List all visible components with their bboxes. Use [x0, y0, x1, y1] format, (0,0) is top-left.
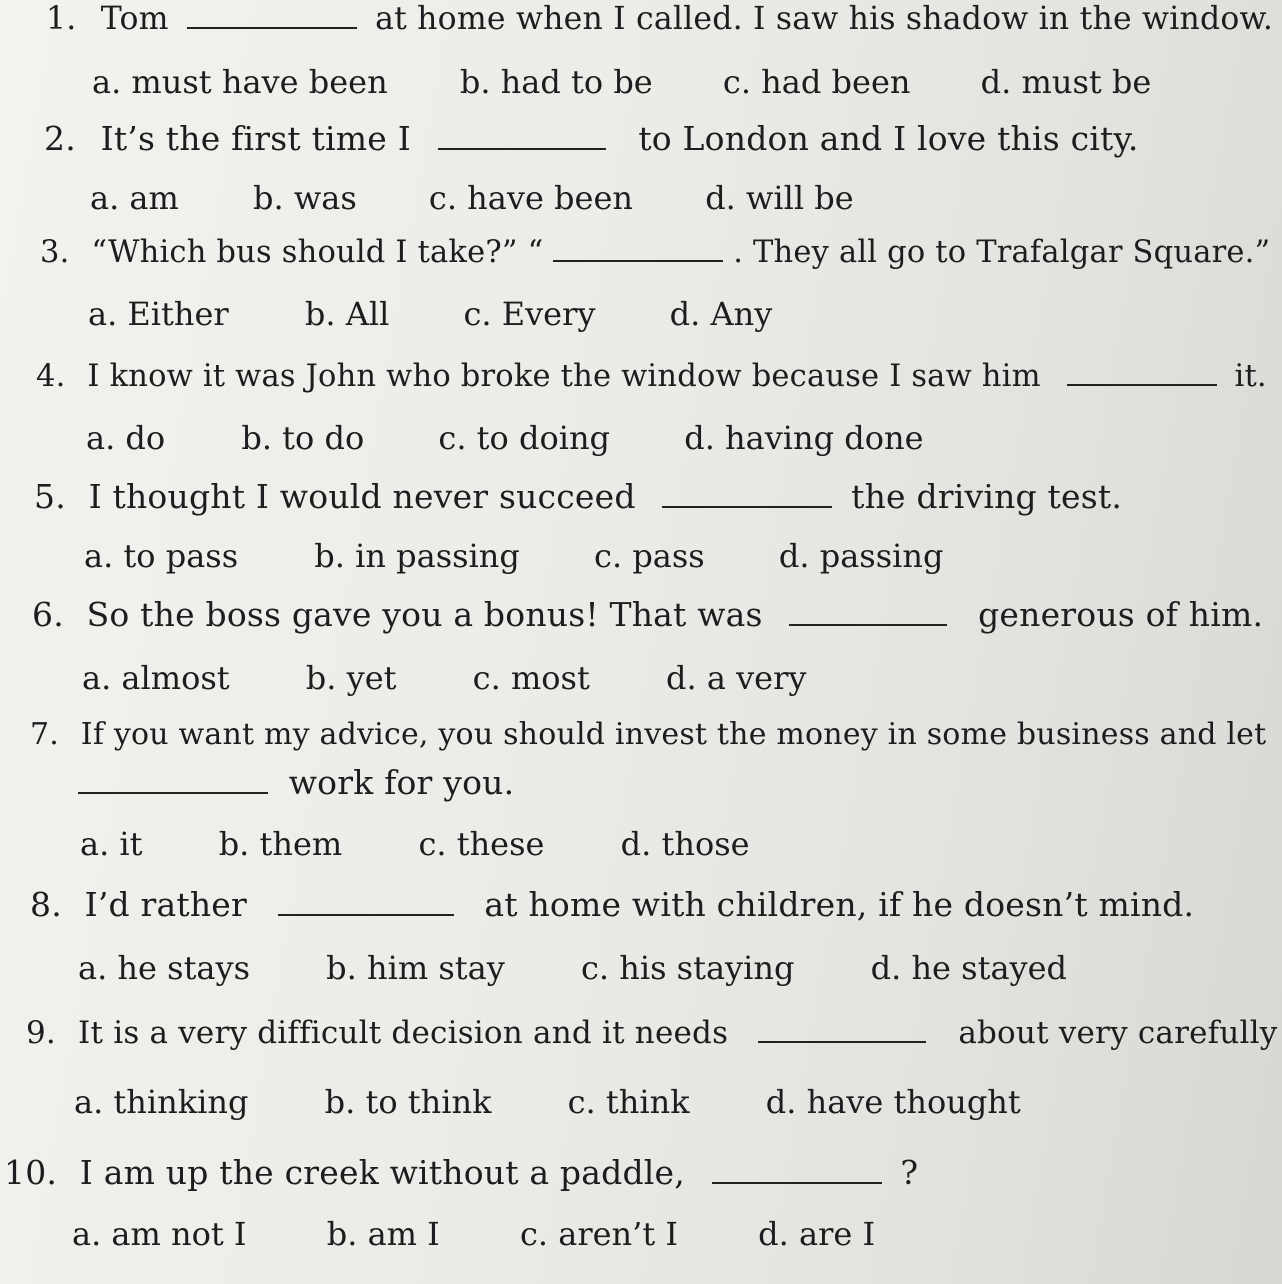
question-3 — [40, 235, 1271, 270]
options-6 — [82, 659, 807, 697]
option-c: c. think — [567, 1083, 690, 1121]
option-c: c. Every — [463, 295, 596, 333]
option-d: d. he stayed — [870, 949, 1068, 987]
question-text-after: the driving test. — [851, 477, 1123, 516]
option-d: d. having done — [684, 419, 924, 457]
question-text-after: work for you. — [288, 763, 515, 802]
option-a: a. am not I — [72, 1215, 247, 1253]
option-a: a. almost — [82, 659, 230, 697]
question-10 — [4, 1153, 919, 1192]
answer-blank — [712, 1160, 882, 1184]
question-number: 2. — [44, 119, 76, 158]
option-b: b. All — [304, 295, 390, 333]
question-text-after: . They all go to Trafalgar Square.” — [733, 235, 1271, 270]
options-5 — [84, 537, 944, 575]
option-b: b. yet — [305, 659, 397, 697]
answer-blank — [662, 484, 832, 508]
options-3 — [88, 295, 773, 333]
option-b: b. am I — [326, 1215, 440, 1253]
answer-blank — [187, 5, 357, 29]
question-text-after: at home when I called. I saw his shadow in the window. — [375, 1, 1274, 37]
option-b: b. to do — [241, 419, 365, 457]
question-4 — [36, 359, 1267, 394]
option-c: c. his staying — [580, 949, 795, 987]
question-text-after: ? — [900, 1153, 919, 1192]
option-c: c. pass — [594, 537, 705, 575]
option-a: a. am — [90, 179, 179, 217]
question-number: 1. — [46, 1, 77, 37]
option-c: c. had been — [722, 63, 911, 101]
question-7-line-2 — [78, 763, 515, 802]
question-text-before: I thought I would never succeed — [88, 477, 636, 516]
answer-blank — [78, 770, 268, 794]
option-b: b. to think — [324, 1083, 492, 1121]
question-number: 8. — [30, 885, 62, 924]
question-text-after: it. — [1234, 359, 1267, 394]
question-2 — [44, 119, 1139, 158]
question-text-after: to London and I love this city. — [638, 119, 1139, 158]
question-text-after: at home with children, if he doesn’t mind. — [484, 885, 1195, 924]
question-text-before: I know it was John who broke the window because I saw him — [87, 359, 1041, 394]
options-4 — [86, 419, 924, 457]
question-8 — [30, 885, 1195, 924]
question-text-after: generous of him. — [978, 595, 1264, 634]
option-d: d. are I — [758, 1215, 876, 1253]
option-c: c. aren’t I — [519, 1215, 678, 1253]
option-a: a. Either — [88, 295, 229, 333]
question-text-before: It is a very difficult decision and it needs — [78, 1015, 729, 1051]
options-9 — [74, 1083, 1021, 1121]
option-d: d. a very — [666, 659, 807, 697]
options-1 — [92, 63, 1152, 101]
option-d: d. Any — [669, 295, 773, 333]
option-c: c. have been — [428, 179, 634, 217]
option-a: a. do — [86, 419, 166, 457]
option-b: b. had to be — [459, 63, 653, 101]
option-c: c. these — [418, 825, 545, 863]
question-9 — [26, 1015, 1278, 1051]
answer-blank — [278, 892, 454, 916]
question-6 — [32, 595, 1264, 634]
question-number: 7. — [30, 717, 60, 752]
answer-blank — [1067, 362, 1217, 386]
question-text-before: If you want my advice, you should invest the money in some business and let — [80, 717, 1267, 752]
question-7 — [30, 717, 1267, 752]
question-text-before: So the boss gave you a bonus! That was — [86, 595, 763, 634]
option-d: d. passing — [778, 537, 944, 575]
option-a: a. he stays — [78, 949, 250, 987]
options-8 — [78, 949, 1068, 987]
option-a: a. to pass — [84, 537, 239, 575]
question-text-after: about very carefully — [958, 1015, 1278, 1051]
options-2 — [90, 179, 854, 217]
question-number: 4. — [36, 359, 66, 394]
option-b: b. in passing — [314, 537, 520, 575]
option-d: d. must be — [980, 63, 1152, 101]
option-b: b. him stay — [326, 949, 505, 987]
option-c: c. most — [472, 659, 590, 697]
question-text-before: I am up the creek without a paddle, — [79, 1153, 685, 1192]
option-d: d. those — [620, 825, 750, 863]
question-number: 5. — [34, 477, 66, 516]
question-1 — [46, 1, 1274, 37]
question-number: 9. — [26, 1015, 56, 1051]
question-number: 3. — [40, 235, 70, 270]
answer-blank — [789, 602, 947, 626]
answer-blank — [758, 1019, 926, 1043]
option-a: a. must have been — [92, 63, 388, 101]
option-d: d. will be — [705, 179, 854, 217]
option-b: b. was — [253, 179, 357, 217]
answer-blank — [553, 238, 723, 262]
question-number: 10. — [4, 1153, 58, 1192]
question-number: 6. — [32, 595, 64, 634]
option-a: a. thinking — [74, 1083, 249, 1121]
options-7 — [80, 825, 750, 863]
question-text-before: It’s the first time I — [100, 119, 411, 158]
option-c: c. to doing — [438, 419, 611, 457]
question-text-before: I’d rather — [84, 885, 248, 924]
option-a: a. it — [80, 825, 143, 863]
option-d: d. have thought — [765, 1083, 1021, 1121]
option-b: b. them — [218, 825, 343, 863]
answer-blank — [438, 126, 606, 150]
question-text-before: Tom — [100, 1, 169, 37]
options-10 — [72, 1215, 876, 1253]
question-text-before: “Which bus should I take?” “ — [91, 235, 544, 270]
question-5 — [34, 477, 1123, 516]
